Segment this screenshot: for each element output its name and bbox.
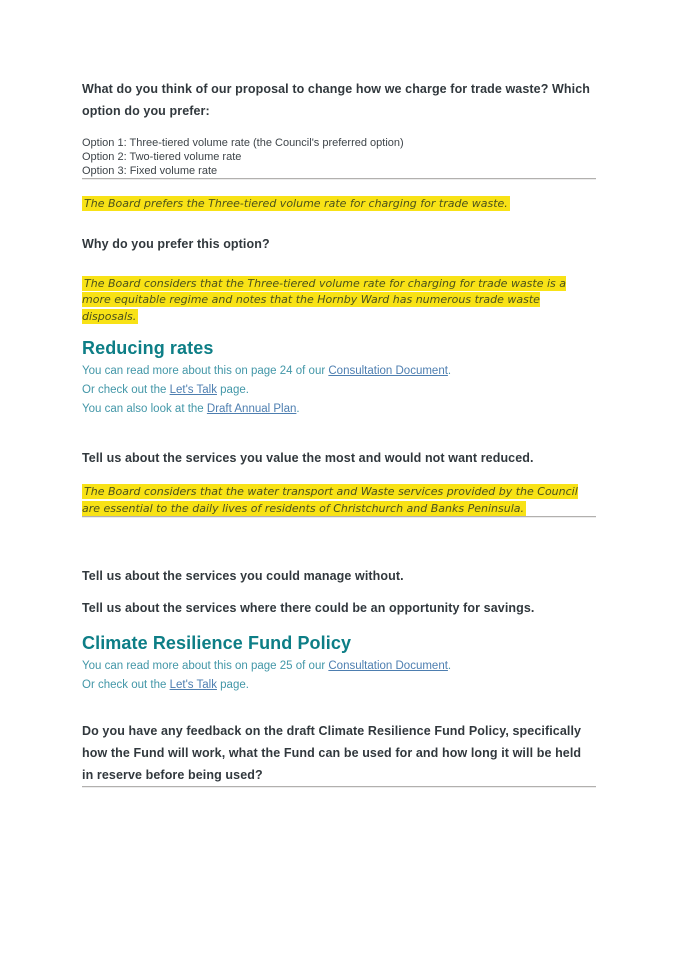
highlighted-answer-services: The Board considers that the water transport and Waste services provided by the Council are essential to the daily lives of residents of Christchurch and Banks Peninsula.: [82, 485, 578, 515]
options-list: [82, 136, 596, 178]
check-out-suffix: page.: [216, 384, 249, 396]
document-page: [82, 0, 596, 788]
check-out-line: [82, 676, 596, 695]
heading-climate-policy: Climate Resilience Fund Policy: [82, 633, 352, 653]
check-out-suffix: page.: [216, 679, 249, 691]
reducing-rates-links: [82, 362, 596, 419]
lets-talk-link[interactable]: Let's Talk: [169, 679, 217, 691]
heading-reducing-rates: Reducing rates: [82, 338, 214, 358]
read-more-prefix: You can read more about this on page 25 of our: [82, 660, 329, 672]
sentence-period: .: [296, 403, 300, 415]
read-more-prefix: You can read more about this on page 24 of our: [82, 365, 329, 377]
consultation-document-link[interactable]: Consultation Document: [328, 660, 448, 672]
question-why-prefer: Why do you prefer this option?: [82, 236, 270, 251]
answer-why: [82, 275, 596, 325]
lets-talk-link[interactable]: Let's Talk: [169, 384, 217, 396]
draft-annual-plan-link[interactable]: Draft Annual Plan: [206, 403, 297, 415]
consultation-document-link[interactable]: Consultation Document: [328, 365, 448, 377]
read-more-line: [82, 657, 596, 676]
answer-services: [82, 483, 596, 516]
also-look-line: [82, 400, 596, 419]
check-out-prefix: Or check out the: [82, 679, 170, 691]
question-services-value: Tell us about the services you value the most and would not want reduced.: [82, 451, 534, 465]
sentence-period: .: [447, 660, 452, 672]
question-services-savings: Tell us about the services where there could be an opportunity for savings.: [82, 601, 535, 615]
question-trade-waste: What do you think of our proposal to change how we charge for trade waste? Which option do you prefer:: [82, 82, 591, 118]
question-climate-feedback: Do you have any feedback on the draft Climate Resilience Fund Policy, specifically how the Fund will work, what the Fund can be used for and how long it will be held in reserve before being used?: [82, 724, 582, 782]
also-look-prefix: You can also look at the: [82, 403, 207, 415]
option-2: Option 2: Two-tiered volume rate: [82, 151, 242, 163]
highlighted-answer-prefer: The Board prefers the Three-tiered volume rate for charging for trade waste.: [84, 197, 508, 210]
question-services-without: Tell us about the services you could manage without.: [82, 569, 404, 583]
section-divider: [82, 178, 596, 180]
read-more-line: [82, 362, 596, 381]
option-3: Option 3: Fixed volume rate: [82, 165, 218, 177]
highlighted-answer-why: The Board considers that the Three-tiered volume rate for charging for trade waste is a more equitable regime and notes that the Hornby Ward has numerous trade waste disposals.: [82, 276, 567, 323]
check-out-line: [82, 381, 596, 400]
option-1: Option 1: Three-tiered volume rate (the Council's preferred option): [82, 137, 404, 149]
section-divider: [82, 516, 596, 518]
sentence-period: .: [447, 365, 452, 377]
section-divider: [82, 786, 596, 788]
climate-policy-links: [82, 657, 596, 695]
check-out-prefix: Or check out the: [82, 384, 170, 396]
answer-prefer: [82, 195, 596, 212]
